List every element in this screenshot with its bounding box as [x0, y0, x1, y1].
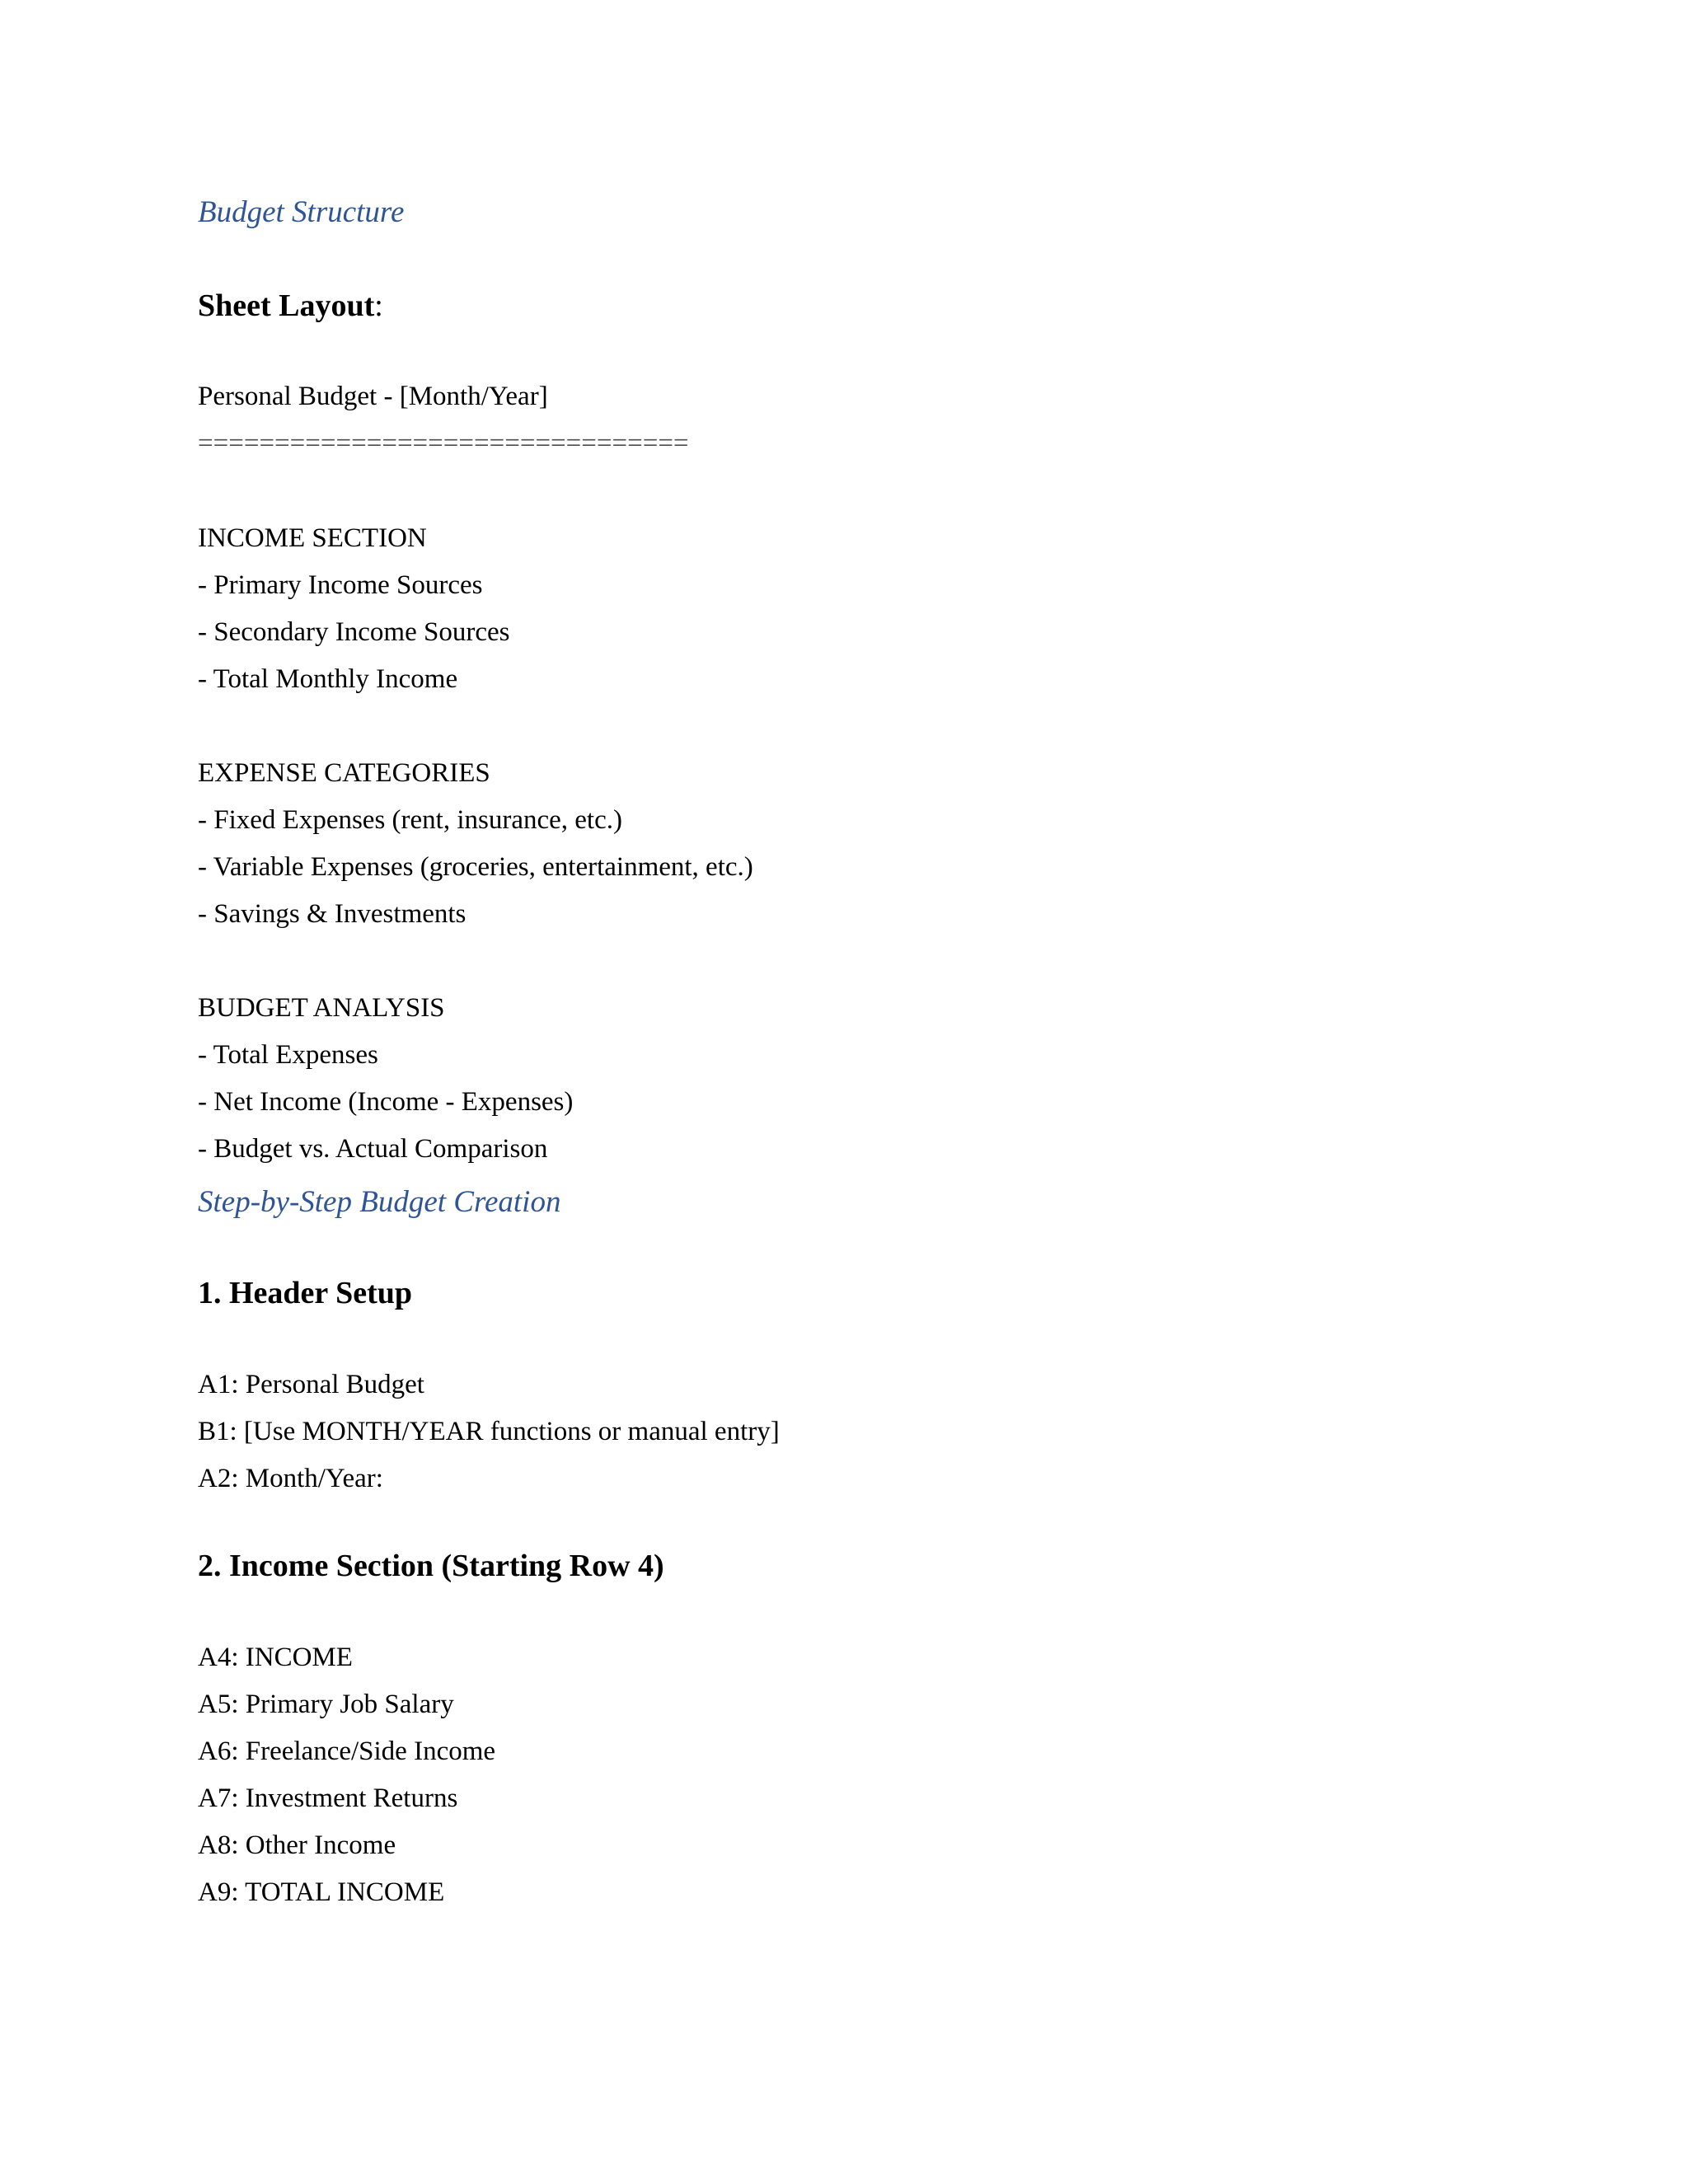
expense-item-3: - Savings & Investments — [198, 899, 467, 929]
analysis-item-3: - Budget vs. Actual Comparison — [198, 1134, 548, 1164]
header-setup-line-1: A1: Personal Budget — [198, 1370, 424, 1399]
sheet-layout-title: Sheet Layout — [198, 288, 375, 323]
layout-title-line: Personal Budget - [Month/Year] — [198, 382, 548, 411]
income-row-line-4: A7: Investment Returns — [198, 1783, 458, 1813]
income-row-line-6: A9: TOTAL INCOME — [198, 1877, 445, 1907]
expense-item-1: - Fixed Expenses (rent, insurance, etc.) — [198, 805, 622, 835]
expense-item-2: - Variable Expenses (groceries, entertainment, etc.) — [198, 852, 753, 882]
income-section-header: INCOME SECTION — [198, 523, 427, 553]
layout-rule-line: ================================ — [198, 429, 689, 458]
income-section-heading: 2. Income Section (Starting Row 4) — [198, 1549, 664, 1583]
income-item-1: - Primary Income Sources — [198, 570, 483, 600]
analysis-item-1: - Total Expenses — [198, 1040, 378, 1070]
income-row-line-2: A5: Primary Job Salary — [198, 1690, 454, 1719]
income-item-3: - Total Monthly Income — [198, 664, 458, 694]
header-setup-heading: 1. Header Setup — [198, 1276, 413, 1310]
analysis-item-2: - Net Income (Income - Expenses) — [198, 1087, 574, 1117]
sheet-layout-colon: : — [374, 288, 383, 323]
budget-structure-heading: Budget Structure — [198, 195, 405, 229]
header-setup-line-2: B1: [Use MONTH/YEAR functions or manual entry] — [198, 1417, 780, 1446]
step-by-step-heading: Step-by-Step Budget Creation — [198, 1185, 561, 1219]
header-setup-line-3: A2: Month/Year: — [198, 1464, 383, 1493]
sheet-layout-heading — [198, 287, 383, 325]
income-row-line-1: A4: INCOME — [198, 1643, 353, 1672]
budget-analysis-header: BUDGET ANALYSIS — [198, 993, 445, 1023]
expense-categories-header: EXPENSE CATEGORIES — [198, 758, 490, 788]
income-row-line-3: A6: Freelance/Side Income — [198, 1736, 496, 1766]
income-item-2: - Secondary Income Sources — [198, 617, 510, 647]
income-row-line-5: A8: Other Income — [198, 1830, 396, 1860]
